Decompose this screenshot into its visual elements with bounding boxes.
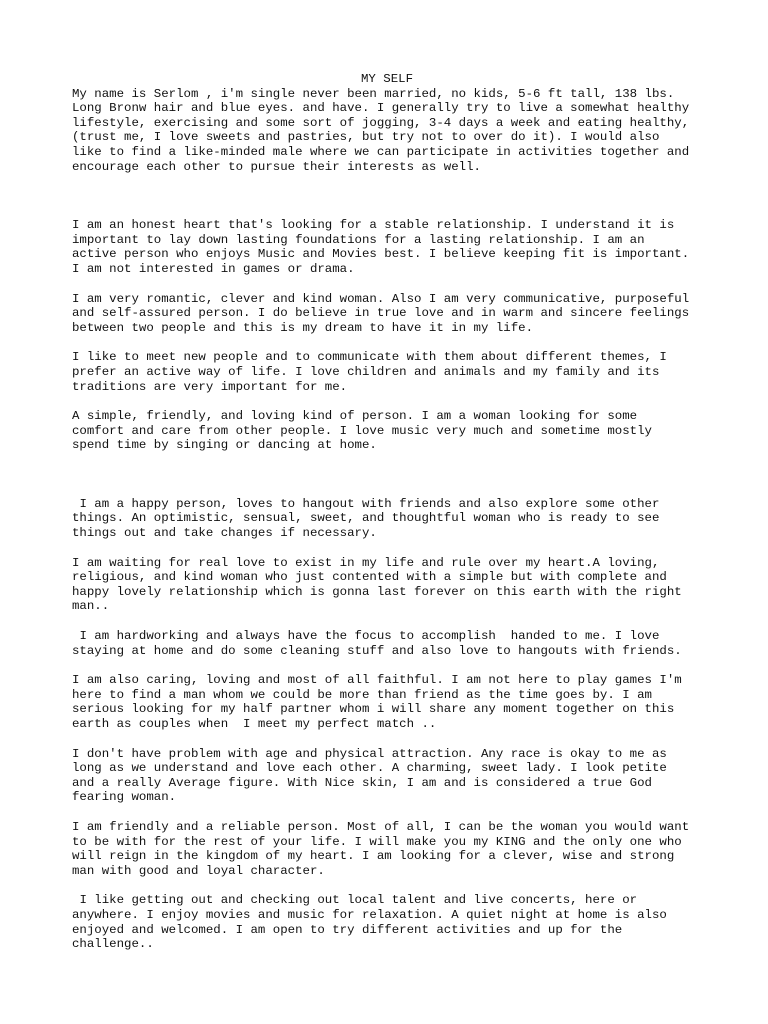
document-body bbox=[72, 72, 702, 952]
paragraph-meet-people: I like to meet new people and to communicate with them about different themes, I prefer an active way of life. I love children and animals and my family and its traditions are very important for me. bbox=[72, 350, 667, 394]
paragraph-reliable: I am friendly and a reliable person. Most of all, I can be the woman you would want to be with for the rest of your life. I will make you my KING and the only one who will reign in the kingdom of my heart. I am looking for a clever, wise and strong man with good and loyal character. bbox=[72, 819, 690, 878]
paragraph-caring: I am also caring, loving and most of all faithful. I am not here to play games I'm here to find a man whom we could be more than friend as the time goes by. I am serious looking for my half partner whom i will share any moment together on this earth as couples when I meet my perfect match .. bbox=[72, 673, 682, 731]
paragraph-romantic: I am very romantic, clever and kind woman. Also I am very communicative, purposeful and self-assured person. I do believe in true love and in warm and sincere feelings between two people and this is my dream to have it in my life. bbox=[72, 291, 690, 335]
document-title: MY SELF bbox=[360, 72, 414, 86]
paragraph-getting-out: I like getting out and checking out local talent and live concerts, here or anywhere. I enjoy movies and music for relaxation. A quiet night at home is also enjoyed and welcomed. I am open to try different activities and up for the challenge.. bbox=[72, 893, 667, 952]
paragraph-age-attraction: I don't have problem with age and physical attraction. Any race is okay to me as long as we understand and love each other. A charming, sweet lady. I look petite and a really Average figure. With Nice skin, I am and is considered a true God fearing woman. bbox=[72, 746, 667, 805]
paragraph-intro: My name is Serlom , i'm single never been married, no kids, 5-6 ft tall, 138 lbs. Long Bronw hair and blue eyes. and have. I generally try to live a somewhat healthy lifestyle, exercising and some sort of jogging, 3-4 days a week and eating healthy, (trust me, I love sweets and pastries, but try not to over do it). I would also like to find a like-minded male where we can participate in activities together and encourage each other to pursue their interests as well. bbox=[72, 86, 690, 174]
paragraph-happy-person: I am a happy person, loves to hangout with friends and also explore some other things. An optimistic, sensual, sweet, and thoughtful woman who is ready to see things out and take changes if necessary. bbox=[72, 496, 660, 541]
paragraph-real-love: I am waiting for real love to exist in my life and rule over my heart.A loving, religious, and kind woman who just contented with a simple but with complete and happy lovely relationship which is gonna last forever on this earth with the right man.. bbox=[72, 555, 682, 614]
paragraph-simple-friendly: A simple, friendly, and loving kind of person. I am a woman looking for some comfort and care from other people. I love music very much and sometime mostly spend time by singing or dancing at home. bbox=[72, 409, 652, 453]
paragraph-honest-heart: I am an honest heart that's looking for a stable relationship. I understand it is important to lay down lasting foundations for a lasting relationship. I am an active person who enjoys Music and Movies best. I believe keeping fit is important. I am not interested in games or drama. bbox=[72, 218, 690, 276]
paragraph-hardworking: I am hardworking and always have the focus to accomplish handed to me. I love staying at home and do some cleaning stuff and also love to hangouts with friends. bbox=[72, 629, 682, 658]
